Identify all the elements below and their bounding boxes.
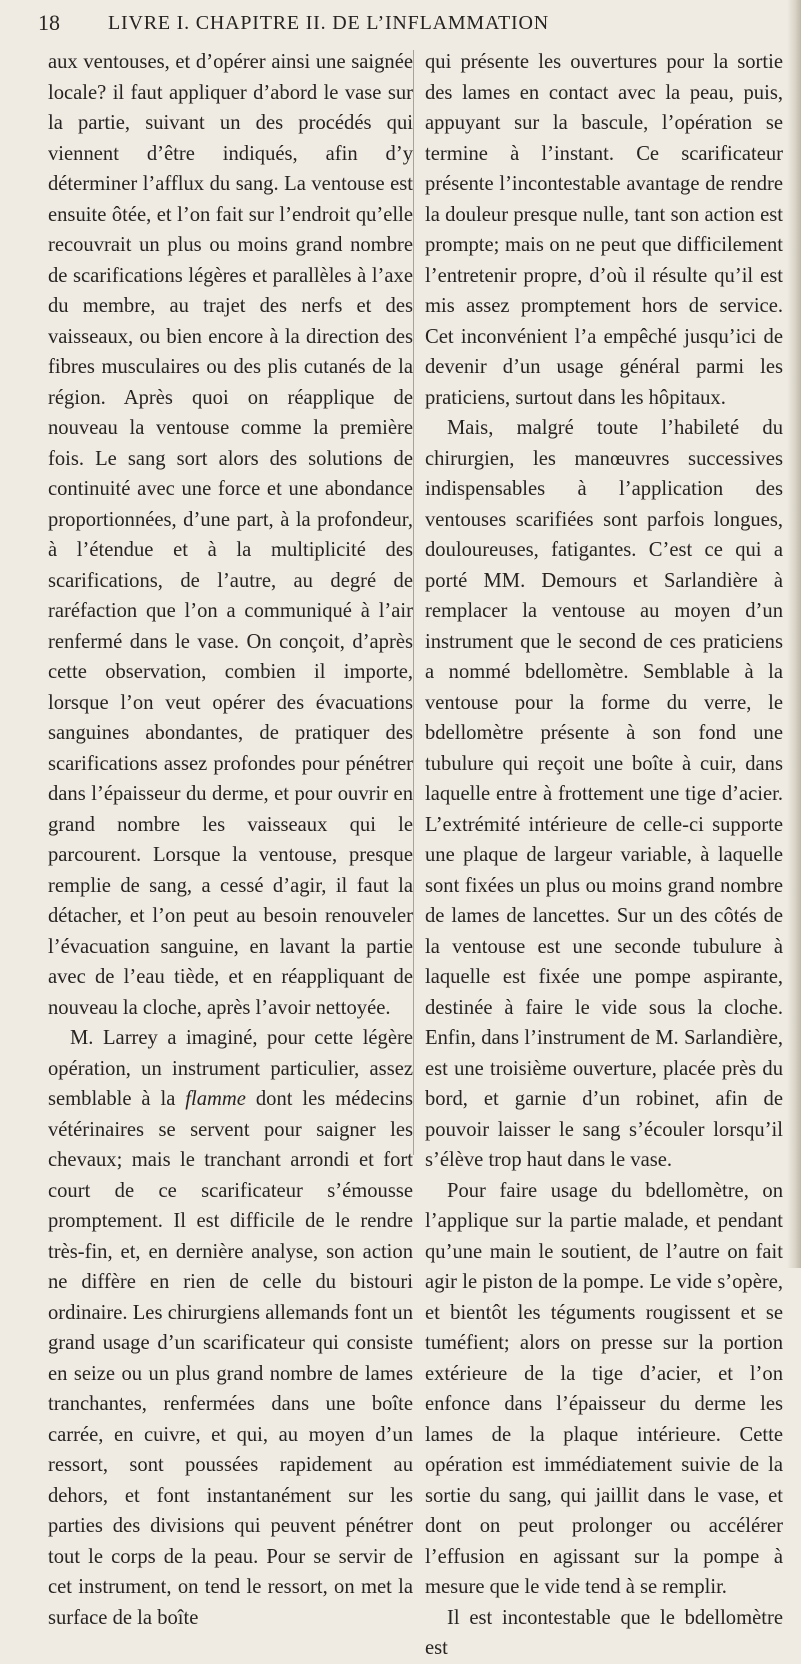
running-title: LIVRE I. CHAPITRE II. DE L’INFLAMMATION xyxy=(108,12,549,34)
paragraph: Il est incontestable que le bdellomètre est xyxy=(425,1606,783,1659)
left-column xyxy=(48,47,413,1633)
page-header xyxy=(38,10,758,40)
paragraph xyxy=(48,1023,413,1633)
page-number: 18 xyxy=(38,10,60,35)
right-column xyxy=(425,47,783,1664)
column-divider xyxy=(413,50,414,1155)
italic-term: flamme xyxy=(185,1088,246,1110)
page-edge-shadow xyxy=(787,0,801,1268)
text-run: M. Larrey a imaginé, pour cette légère opération, un instrument particulier, assez semblable à la xyxy=(48,1027,413,1110)
text-run: dont les médecins vétérinaires se servent pour saigner les chevaux; mais le tranchant arrondi et fort court de ce scarificateur s’émousse promptement. Il est difficile de le rendre très-fin, et, en dernière analyse, son action ne diffère en rien de celle du bistouri ordinaire. Les chirurgiens allemands font un grand usage d’un scarificateur qui consiste en seize ou un plus grand nombre de lames tranchantes, renfermées dans une boîte carrée, en cuivre, et qui, au moyen d’un ressort, sont poussées rapidement au dehors, et font instantanément sur les parties des divisions qui peuvent pénétrer tout le corps de la peau. Pour se servir de cet instrument, on tend le ressort, on met la surface de la boîte xyxy=(48,1088,413,1629)
paragraph: qui présente les ouvertures pour la sortie des lames en contact avec la peau, puis, appuyant sur la bascule, l’opération se termine à l’instant. Ce scarificateur présente l’incontestable avantage de rendre la douleur presque nulle, tant son action est prompte; mais on ne peut que difficilement l’entretenir propre, d’où il résulte qu’il est mis assez promptement hors de service. Cet inconvénient l’a empêché jusqu’ici de devenir d’un usage général parmi les praticiens, surtout dans les hôpitaux. xyxy=(425,51,783,409)
paragraph: Mais, malgré toute l’habileté du chirurgien, les manœuvres successives indispensables à l’application des ventouses scarifiées sont parfois longues, douloureuses, fatigantes. C’est ce qui a porté MM. Demours et Sarlandière à remplacer la ventouse au moyen d’un instrument que le second de ces praticiens a nommé bdellomètre. Semblable à la ventouse pour la forme du verre, le bdellomètre présente à son fond une tubulure qui reçoit une boîte à cuir, dans laquelle entre à frottement une tige d’acier. L’extrémité intérieure de celle-ci supporte une plaque de largeur variable, à laquelle sont fixées un plus ou moins grand nombre de lames de lancettes. Sur un des côtés de la ventouse est une seconde tubulure à laquelle est fixée une pompe aspirante, destinée à faire le vide sous la cloche. Enfin, dans l’instrument de M. Sarlandière, est une troisième ouverture, placée près du bord, et garnie d’un robinet, afin de pouvoir laisser le sang s’écouler lorsqu’il s’élève trop haut dans le vase. xyxy=(425,417,783,1171)
paragraph: aux ventouses, et d’opérer ainsi une saignée locale? il faut appliquer d’abord le vase sur la partie, suivant un des procédés qui viennent d’être indiqués, afin d’y déterminer l’afflux du sang. La ventouse est ensuite ôtée, et l’on fait sur l’endroit qu’elle recouvrait un plus ou moins grand nombre de scarifications légères et parallèles à l’axe du membre, au trajet des nerfs et des vaisseaux, ou bien encore à la direction des fibres musculaires ou des plis cutanés de la région. Après quoi on réapplique de nouveau la ventouse comme la première fois. Le sang sort alors des solutions de continuité avec une force et une abondance proportionnées, d’une part, à la profondeur, à l’étendue et à la multiplicité des scarifications, de l’autre, au degré de raréfaction que l’on a communiqué à l’air renfermé dans le vase. On conçoit, d’après cette observation, combien il importe, lorsque l’on veut opérer des évacuations sanguines abondantes, de pratiquer des scarifications assez profondes pour pénétrer dans l’épaisseur du derme, et pour ouvrir en grand nombre les vaisseaux qui le parcourent. Lorsque la ventouse, presque remplie de sang, a cessé d’agir, il faut la détacher, et l’on peut au besoin renouveler l’évacuation sanguine, en lavant la partie avec de l’eau tiède, et en réappliquant de nouveau la cloche, après l’avoir nettoyée. xyxy=(48,51,413,1019)
paragraph: Pour faire usage du bdellomètre, on l’applique sur la partie malade, et pendant qu’une main le soutient, de l’autre on fait agir le piston de la pompe. Le vide s’opère, et bientôt les téguments rougissent et se tuméfient; alors on presse sur la portion extérieure de la tige d’acier, et l’on enfonce dans l’épaisseur du derme les lames de la plaque intérieure. Cette opération est immédiatement suivie de la sortie du sang, qui jaillit dans le vase, et dont on peut prolonger ou accélérer l’effusion en agissant sur la pompe à mesure que le vide tend à se remplir. xyxy=(425,1179,783,1598)
